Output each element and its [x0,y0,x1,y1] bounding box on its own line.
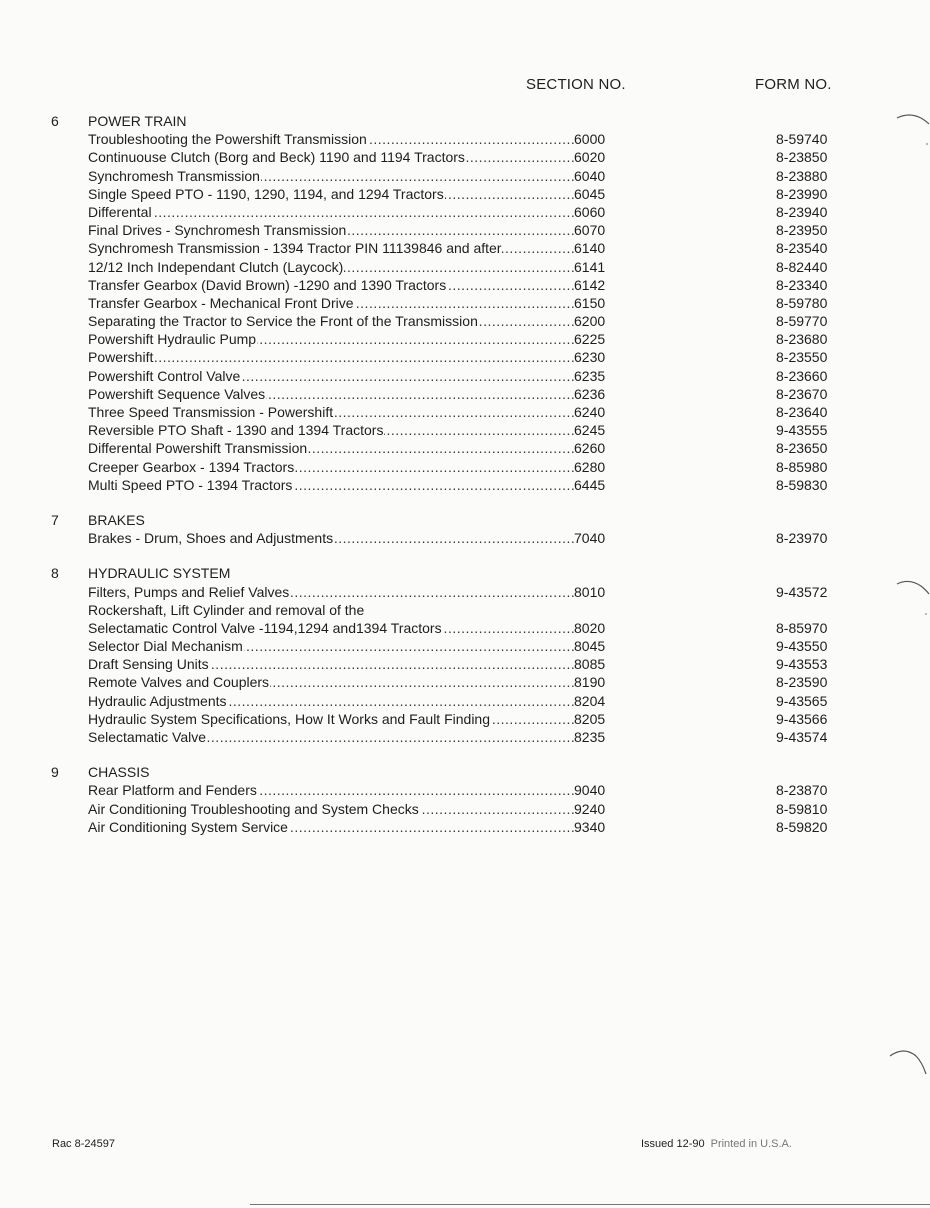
section-number: 7 [51,511,59,528]
entry-title [88,583,574,601]
entry-title-text: Separating the Tractor to Service the Front of the Transmission [88,313,478,330]
entry-section-number: 6040 [574,167,606,184]
entry-form-number: 8-23640 [776,404,828,420]
entry-section-number: 6240 [574,404,606,420]
entry-form-number: 8-23650 [776,440,828,457]
entry-form-number: 8-23870 [776,782,828,799]
entry-title [88,294,574,312]
entry-title-text: Powershift [88,349,154,366]
section-heading [0,763,930,781]
entry-form-number: 8-23680 [776,331,828,348]
entry-form-number: 8-23660 [776,367,828,384]
entry-form-number: 8-23990 [776,185,828,202]
entry-title [88,258,574,276]
toc-entry [0,655,930,673]
entry-title [88,403,574,421]
entry-title [88,619,574,637]
entry-form-number: 8-59770 [776,313,828,330]
entry-section-number: 6045 [574,185,606,202]
entry-title-text: Filters, Pumps and Relief Valves [88,583,290,600]
section-heading [0,511,930,529]
entry-form-number: 8-23880 [776,167,828,184]
toc-entry [0,710,930,728]
document-reference: Rac 8-24597 [52,1138,115,1150]
entry-title-text: Air Conditioning Troubleshooting and System Checks [88,800,419,817]
entry-title-text: Powershift Control Valve [88,367,241,384]
entry-form-number: 8-85980 [776,458,828,475]
toc-entry [0,421,930,439]
toc-section [0,511,930,547]
toc-entry [0,601,930,619]
entry-form-number: 8-23970 [776,530,828,547]
entry-form-number: 8-23940 [776,203,828,220]
entry-title [88,800,574,818]
entry-title-text: Troubleshooting the Powershift Transmission [88,131,367,148]
entry-form-number: 8-59810 [776,800,828,817]
entry-title [88,673,574,691]
toc-entry [0,781,930,799]
toc-entry [0,619,930,637]
entry-title [88,781,574,799]
entry-section-number: 6000 [574,131,606,148]
toc-entry [0,185,930,203]
entry-title [88,818,574,836]
entry-section-number: 8235 [574,729,606,745]
entry-section-number: 9240 [574,800,606,817]
entry-title-text: Powershift Sequence Valves [88,385,266,402]
entry-section-number: 8045 [574,638,606,655]
toc-entry [0,385,930,403]
scan-mark-1 [895,110,930,150]
entry-section-number: 9340 [574,818,606,835]
entry-title [88,421,574,439]
entry-title-text: Creeper Gearbox - 1394 Tractors [88,458,295,475]
entry-title-text: Powershift Hydraulic Pump [88,331,257,348]
entry-title [88,439,574,457]
entry-form-number: 8-23340 [776,276,828,293]
toc-entry [0,239,930,257]
entry-form-number: 9-43550 [776,638,828,655]
entry-section-number: 6280 [574,458,606,475]
toc-entry [0,203,930,221]
scan-mark-2 [895,578,930,618]
entry-title-text: Air Conditioning System Service [88,818,288,835]
entry-section-number: 6245 [574,422,606,439]
toc-entry [0,673,930,691]
entry-section-number: 6020 [574,149,606,166]
toc-entry [0,221,930,239]
entry-section-number: 6235 [574,367,606,384]
toc-entry [0,348,930,366]
toc-entry [0,476,930,494]
entry-title [88,458,574,476]
entry-section-number: 8010 [574,583,606,600]
toc-entry [0,800,930,818]
entry-title-text: Transfer Gearbox (David Brown) -1290 and 1390 Tractors [88,276,447,293]
toc-entry [0,692,930,710]
toc-entry [0,458,930,476]
entry-title [88,239,574,257]
toc-entry [0,367,930,385]
entry-title [88,655,574,673]
entry-section-number: 8190 [574,674,606,691]
entry-title [88,330,574,348]
scan-mark-3 [888,1044,930,1084]
entry-title-text: Remote Valves and Couplers [88,674,270,691]
entry-section-number: 6140 [574,240,606,257]
entry-form-number: 8-23550 [776,349,828,366]
entry-section-number: 6200 [574,313,606,330]
entry-section-number: 6230 [574,349,606,366]
entry-title [88,130,574,148]
section-title: POWER TRAIN [88,113,187,129]
entry-form-number: 9-43553 [776,656,828,673]
toc-entry [0,818,930,836]
entry-title-text: Brakes - Drum, Shoes and Adjustments [88,530,334,547]
entry-title-text: Single Speed PTO - 1190, 1290, 1194, and 1294 Tractors [88,185,444,202]
entry-section-number: 6236 [574,385,606,402]
toc-entry [0,312,930,330]
section-title: BRAKES [88,511,145,528]
table-of-contents [0,112,930,853]
entry-title [88,221,574,239]
entry-title-text: Selectamatic Control Valve -1194,1294 and1394 Tractors [88,619,442,636]
entry-title-text: Synchromesh Transmission - 1394 Tractor PIN 11139846 and after [88,240,502,257]
entry-title-text: Final Drives - Synchromesh Transmission [88,222,347,239]
entry-section-number: 7040 [574,530,606,547]
entry-form-number: 9-43566 [776,710,828,727]
section-title: CHASSIS [88,764,150,781]
toc-entry [0,529,930,547]
entry-form-number: 9-43555 [776,422,828,439]
entry-section-number: 6142 [574,276,606,293]
entry-title [88,276,574,294]
entry-form-number: 8-59820 [776,818,828,835]
toc-entry [0,583,930,601]
entry-form-number: 8-59740 [776,131,828,148]
bottom-edge-line [250,1204,930,1205]
entry-form-number: 9-43572 [776,583,828,600]
toc-entry [0,330,930,348]
toc-entry [0,167,930,185]
entry-title-text: Differental Powershift Transmission [88,440,308,457]
entry-title [88,203,574,221]
toc-section [0,763,930,836]
entry-title [88,692,574,710]
entry-title [88,312,574,330]
entry-title [88,185,574,203]
issue-info [641,1138,792,1150]
entry-title [88,167,574,185]
entry-form-number: 8-59780 [776,294,828,311]
entry-title-text: Selector Dial Mechanism [88,638,243,655]
entry-title-text: Selectamatic Valve [88,729,207,745]
entry-title-text: Three Speed Transmission - Powershift [88,404,334,420]
entry-title-text: Hydraulic Adjustments [88,692,227,709]
entry-section-number: 8020 [574,619,606,636]
entry-title-text: Hydraulic System Specifications, How It Works and Fault Finding [88,710,491,727]
toc-entry [0,276,930,294]
toc-entry [0,258,930,276]
entry-title [88,476,574,494]
entry-title-text: Draft Sensing Units [88,656,209,673]
toc-entry [0,148,930,166]
toc-entry [0,294,930,312]
entry-title-text: 12/12 Inch Independant Clutch (Laycock) [88,258,344,275]
entry-section-number: 6225 [574,331,606,348]
section-number: 9 [51,764,59,781]
entry-section-number: 6445 [574,476,606,493]
entry-title-text: Reversible PTO Shaft - 1390 and 1394 Tractors [88,422,384,439]
section-heading [0,112,930,130]
toc-entry [0,403,930,421]
entry-title [88,728,574,746]
entry-title [88,637,574,655]
entry-title-text: Synchromesh Transmission [88,167,260,184]
entry-section-number: 8204 [574,692,606,709]
printed-location: Printed in U.S.A. [710,1138,792,1150]
toc-entry [0,439,930,457]
section-title: HYDRAULIC SYSTEM [88,565,231,582]
entry-section-number: 8205 [574,710,606,727]
entry-title-text: Transfer Gearbox - Mechanical Front Drive [88,294,354,311]
form-number-column-header: FORM NO. [755,76,832,93]
entry-title [88,529,574,547]
entry-form-number: 8-23540 [776,240,828,257]
toc-entry [0,637,930,655]
entry-title [88,148,574,166]
toc-entry [0,130,930,148]
section-number: 6 [51,113,59,129]
entry-form-number: 8-85970 [776,619,828,636]
entry-form-number: 8-82440 [776,258,828,275]
entry-title-text: Rear Platform and Fenders [88,782,257,799]
toc-section [0,112,930,494]
section-heading [0,564,930,582]
entry-section-number: 6260 [574,440,606,457]
entry-form-number: 8-23850 [776,149,828,166]
entry-title-text: Continuouse Clutch (Borg and Beck) 1190 and 1194 Tractors [88,149,465,166]
entry-section-number: 6150 [574,294,606,311]
entry-section-number: 9040 [574,782,606,799]
entry-section-number: 6141 [574,258,606,275]
entry-title [88,385,574,403]
toc-section [0,564,930,746]
entry-form-number: 9-43574 [776,729,828,745]
section-number: 8 [51,565,59,582]
entry-title [88,367,574,385]
entry-form-number: 8-23670 [776,385,828,402]
entry-title [88,348,574,366]
toc-entry [0,728,930,746]
issued-date: Issued 12-90 [641,1138,705,1150]
entry-form-number: 9-43565 [776,692,828,709]
entry-form-number: 8-59830 [776,476,828,493]
entry-title [88,710,574,728]
entry-title [88,601,574,619]
entry-title-text: Rockershaft, Lift Cylinder and removal of the [88,601,365,618]
entry-section-number: 8085 [574,656,606,673]
entry-title-text: Differental [88,203,152,220]
entry-form-number: 8-23950 [776,222,828,239]
section-number-column-header: SECTION NO. [526,76,626,93]
entry-title-text: Multi Speed PTO - 1394 Tractors [88,476,293,493]
entry-section-number: 6060 [574,203,606,220]
entry-form-number: 8-23590 [776,674,828,691]
entry-section-number: 6070 [574,222,606,239]
